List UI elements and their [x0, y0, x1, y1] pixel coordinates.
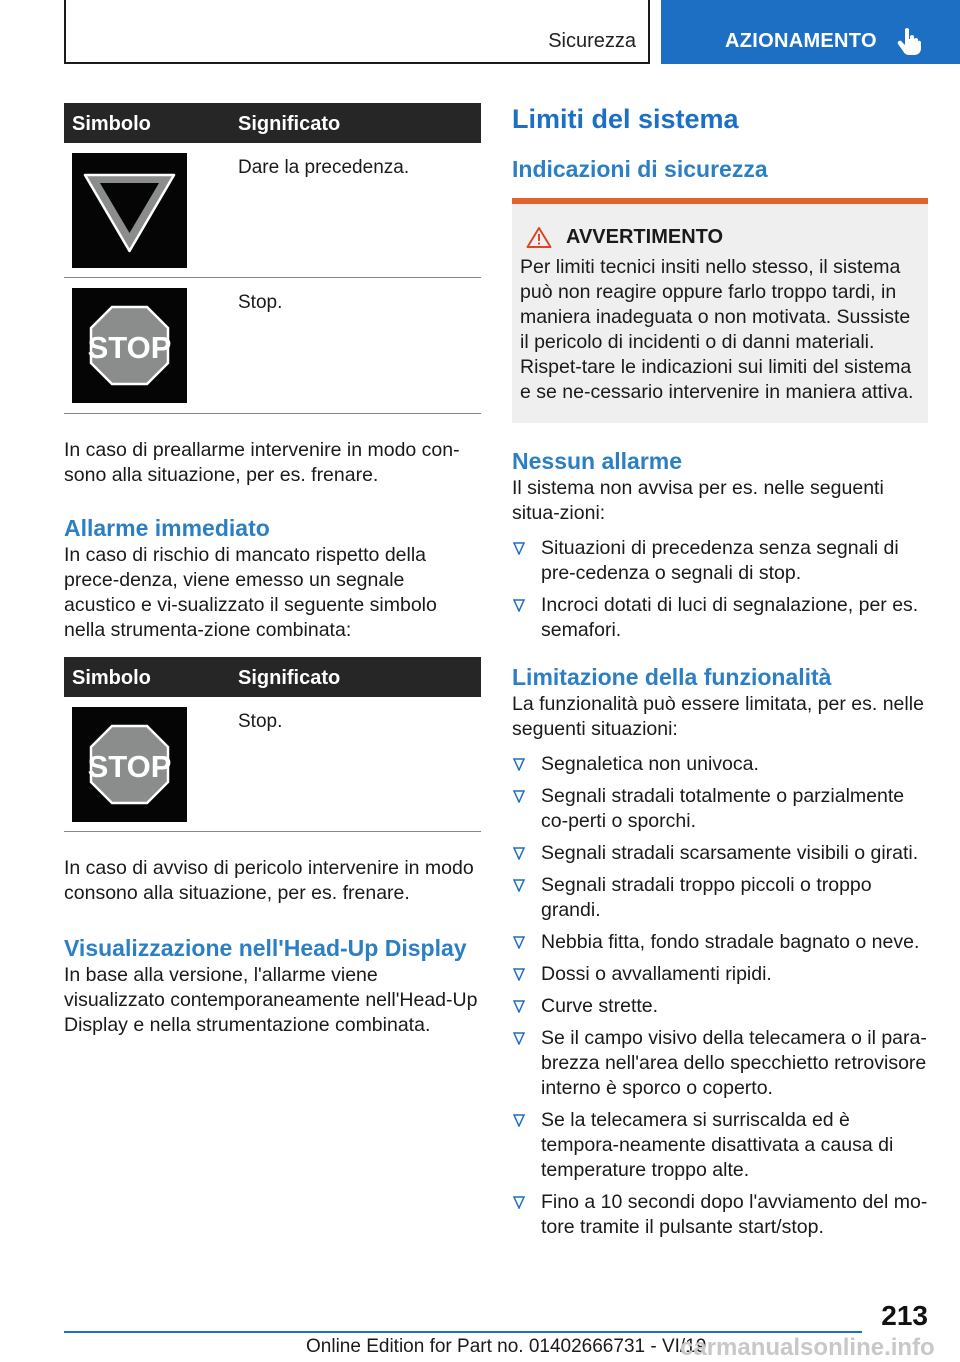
meaning-text: Stop.: [238, 711, 283, 732]
section-heading-limitation: Limitazione della funzionalità: [512, 664, 832, 690]
bullet-triangle-icon: [513, 1000, 525, 1013]
table-header: [64, 657, 481, 697]
stop-sign-text: STOP: [87, 749, 172, 784]
list-item: Segnali stradali troppo piccoli o troppo grandi.: [512, 873, 928, 923]
bullet-triangle-icon: [513, 758, 525, 771]
hud-paragraph: In base alla versione, l'allarme viene visualizzato contemporaneamente nell'Head-Up Display e nella strumentazione combinata.: [64, 964, 478, 1036]
section-heading-hud: Visualizzazione nell'Head-Up Display: [64, 935, 467, 961]
warning-box: [512, 198, 928, 423]
symbol-cell: [72, 288, 187, 403]
section-title-limits: Limiti del sistema: [512, 104, 739, 134]
column-header-meaning: Significato: [238, 113, 341, 135]
footer-edition: Online Edition for Part no. 01402666731 - VI/19: [306, 1336, 707, 1357]
table-header: [64, 103, 481, 143]
symbol-cell: [72, 153, 187, 268]
limitation-paragraph: La funzionalità può essere limitata, per es. nelle seguenti situazioni:: [512, 693, 924, 740]
bullet-triangle-icon: [513, 599, 525, 612]
bullet-triangle-icon: [513, 847, 525, 860]
right-column: [512, 103, 928, 1247]
list-item: Situazioni di precedenza senza segnali di pre-cedenza o segnali di stop.: [512, 536, 928, 586]
list-item: Dossi o avvallamenti ripidi.: [512, 962, 928, 987]
list-item: Se la telecamera si surriscalda ed è tempora-neamente disattivata a causa di temperature troppo alte.: [512, 1108, 928, 1183]
bullet-triangle-icon: [513, 790, 525, 803]
bullet-triangle-icon: [513, 1032, 525, 1045]
header-section-box: [64, 0, 650, 64]
header-section-label: Sicurezza: [548, 30, 636, 52]
list-item: Se il campo visivo della telecamera o il para-brezza nell'area dello specchietto retrovisore interno è sporco o coperto.: [512, 1026, 928, 1101]
list-item: Curve strette.: [512, 994, 928, 1019]
column-header-symbol: Simbolo: [72, 667, 151, 689]
stop-sign-text: STOP: [87, 330, 172, 365]
immediate-paragraph: In caso di rischio di mancato rispetto della prece-denza, viene emesso un segnale acustico e vi-sualizzato il seguente simbolo nella strumenta-zione combinata:: [64, 544, 437, 641]
symbol-cell: [72, 707, 187, 822]
limitation-list: [512, 752, 928, 1240]
section-heading-immediate: Allarme immediato: [64, 515, 270, 541]
column-header-symbol: Simbolo: [72, 113, 151, 135]
bullet-triangle-icon: [513, 1196, 525, 1209]
list-item: Nebbia fitta, fondo stradale bagnato o neve.: [512, 930, 928, 955]
danger-paragraph: In caso di avviso di pericolo intervenire in modo consono alla situazione, per es. frenare.: [64, 857, 474, 904]
bullet-triangle-icon: [513, 1114, 525, 1127]
stop-sign-icon: [72, 288, 187, 403]
stop-sign-icon: [72, 707, 187, 822]
header-chapter-label: AZIONAMENTO: [725, 30, 877, 52]
prealarm-paragraph: In caso di preallarme intervenire in modo con-sono alla situazione, per es. frenare.: [64, 439, 460, 486]
list-item: Segnali stradali totalmente o parzialmente co-perti o sporchi.: [512, 784, 928, 834]
watermark-text: carmanualsonline.info: [680, 1334, 935, 1361]
hand-pointer-icon: [897, 27, 923, 55]
left-column: [64, 103, 481, 1038]
header-chapter-box: [661, 0, 960, 64]
table-row: [64, 278, 481, 414]
warning-text: Per limiti tecnici insiti nello stesso, il sistema può non reagire oppure farlo troppo tardi, in maniera inadeguata o non motivata. Sussiste il pericolo di incidenti o di danni materiali. Rispet-tare le indicazioni sui limiti del sistema e se ne-cessario intervenire in maniera attiva.: [520, 256, 914, 403]
bullet-triangle-icon: [513, 968, 525, 981]
list-item: Fino a 10 secondi dopo l'avviamento del mo-tore tramite il pulsante start/stop.: [512, 1190, 928, 1240]
section-heading-no-alarm: Nessun allarme: [512, 448, 683, 474]
no-alarm-list: [512, 536, 928, 643]
list-item: Incroci dotati di luci di segnalazione, per es. semafori.: [512, 593, 928, 643]
bullet-triangle-icon: [513, 542, 525, 555]
meaning-text: Stop.: [238, 292, 283, 313]
list-item: Segnali stradali scarsamente visibili o girati.: [512, 841, 928, 866]
page-number: 213: [881, 1300, 928, 1331]
table-row: [64, 143, 481, 278]
list-item: Segnaletica non univoca.: [512, 752, 928, 777]
no-alarm-paragraph: Il sistema non avvisa per es. nelle seguenti situa-zioni:: [512, 477, 884, 524]
bullet-triangle-icon: [513, 936, 525, 949]
column-header-meaning: Significato: [238, 667, 341, 689]
meaning-text: Dare la precedenza.: [238, 157, 410, 178]
warning-triangle-icon: [526, 226, 552, 249]
subsection-safety: Indicazioni di sicurezza: [512, 156, 768, 182]
table-row: [64, 697, 481, 832]
footer-divider: [64, 1331, 862, 1333]
yield-sign-icon: [72, 153, 187, 268]
warning-title-text: AVVERTIMENTO: [566, 226, 724, 248]
bullet-triangle-icon: [513, 879, 525, 892]
warning-title: [526, 226, 920, 249]
